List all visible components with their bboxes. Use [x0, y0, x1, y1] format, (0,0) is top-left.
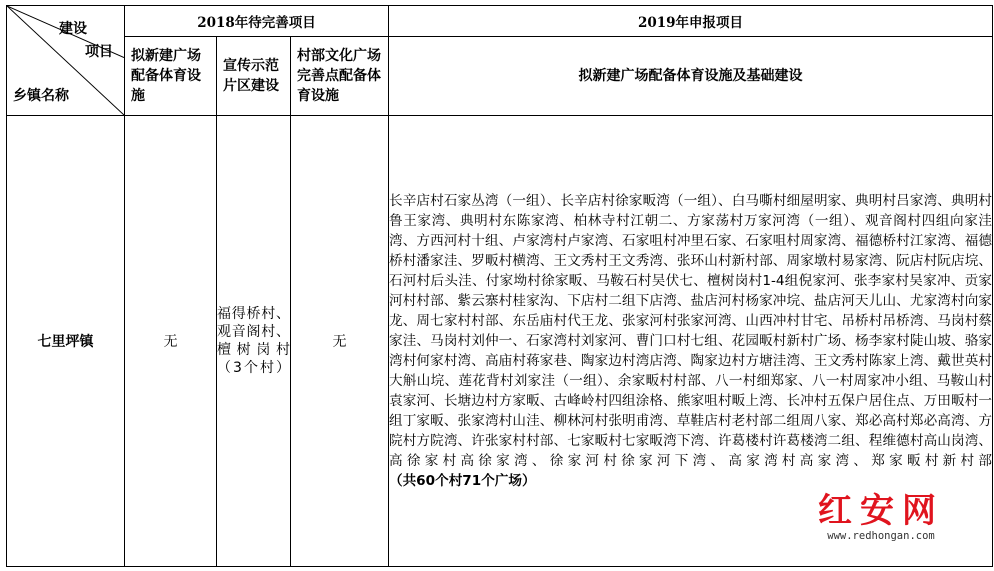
corner-header-cell [7, 6, 125, 116]
header-2018-group: 2018年待完善项目 [125, 6, 389, 37]
site-watermark [806, 493, 956, 543]
header-demo-zone: 宣传示范片区建设 [217, 37, 291, 116]
corner-label-town: 乡镇名称 [13, 88, 69, 104]
plaza-2019-list-text: 长辛店村石家丛湾（一组）、长辛店村徐家畈湾（一组）、白马嘶村细屋明家、典明村吕家湾、典明村鲁王家湾、典明村东陈家湾、柏林寺村江朝二、方家荡村万家河湾（一组）、观音阁村四组向家洼湾、方西河村十组、卢家湾村卢家湾、石家咀村冲里石家、石家咀村周家湾、福德桥村江家湾、福德桥村潘家洼、罗畈村横湾、王文秀村王文秀湾、张环山村新村部、周家墩村易家湾、阮店村阮店垸、石河村后头洼、付家坳村徐家畈、马鞍石村吴伏七、檀树岗村1-4组倪家河、张李家村吴家冲、贡家河村村部、紫云寨村桂家沟、下店村二组下店湾、盐店河村杨家冲垸、盐店河天儿山、尤家湾村向家龙、周七家村村部、东岳庙村代王龙、张家河村张家河湾、山西冲村甘宅、吊桥村吊桥湾、马岗村蔡家洼、马岗村刘仲一、石家湾村刘家河、曹门口村七组、花园畈村新村广场、杨李家村陡山坡、骆家湾村何家村湾、高庙村蒋家巷、陶家边村湾店湾、陶家边村方塘洼湾、王文秀村陈家上湾、戴世英村大斛山垸、莲花背村刘家洼（一组）、余家畈村村部、八一村细郑家、八一村周家冲小组、马鞍山村袁家河、长塘边村方家畈、古峰岭村四组涂格、熊家咀村畈上湾、长冲村五保户居住点、万田畈村一组丁家畈、张家湾村山洼、柳林河村张明甫湾、草鞋店村老村部二组周八家、郑必高村郑必高湾、方院村方院湾、许张家村村部、七家畈村七家畈湾下湾、许葛楼村许葛楼湾二组、程维德村高山岗湾、高徐家村高徐家湾、徐家河村徐家河下湾、高家湾村高家湾、郑家畈村新村部 [389, 193, 992, 469]
header-plaza-2019: 拟新建广场配备体育设施及基础建设 [389, 37, 993, 116]
watermark-logo: 红安网 [818, 491, 944, 531]
corner-label-build: 建设 [59, 21, 87, 37]
header-village-culture: 村部文化广场完善点配备体育设施 [291, 37, 389, 116]
header-row-subs [7, 37, 993, 116]
header-plaza-2018: 拟新建广场配备体育设施 [125, 37, 217, 116]
project-table [6, 5, 993, 567]
corner-label-project: 项目 [85, 44, 113, 60]
plaza-2018-cell: 无 [125, 116, 217, 567]
header-2019-group: 2019年申报项目 [389, 6, 993, 37]
header-row-groups [7, 6, 993, 37]
plaza-2019-total: （共60个村71个广场） [389, 473, 536, 489]
watermark-url: www.redhongan.com [827, 530, 935, 542]
village-culture-cell: 无 [291, 116, 389, 567]
demo-zone-cell: 福得桥村、观音阁村、檀树岗村（3个村） [217, 116, 291, 567]
town-name-cell: 七里坪镇 [7, 116, 125, 567]
